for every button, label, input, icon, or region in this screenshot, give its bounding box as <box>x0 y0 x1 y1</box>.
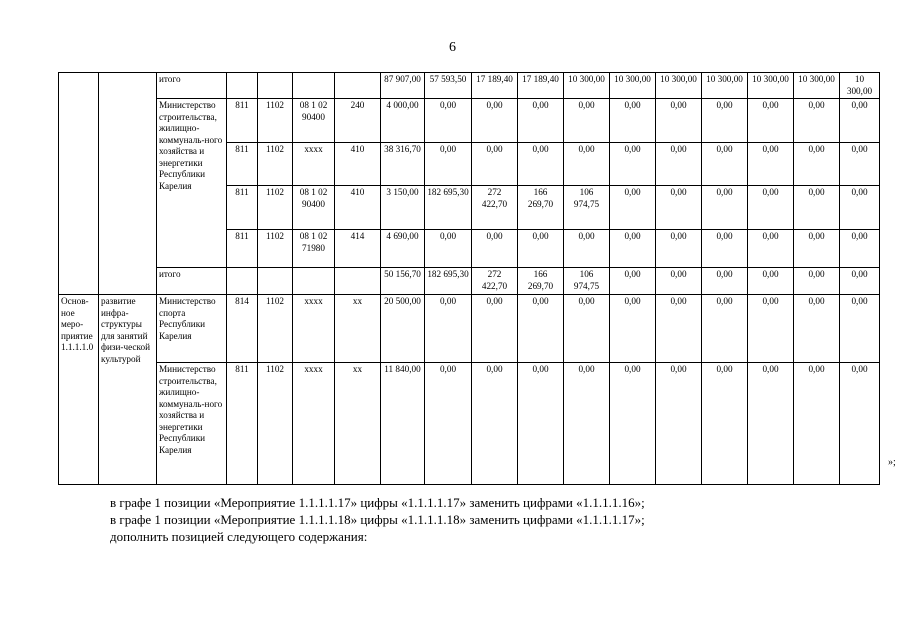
value-cell: 0,00 <box>794 99 840 143</box>
value-cell: 0,00 <box>748 99 794 143</box>
table-row <box>59 73 880 99</box>
value-cell: 38 316,70 <box>381 143 425 186</box>
value-cell: 166 269,70 <box>518 268 564 295</box>
vr-cell: хх <box>335 363 381 485</box>
value-cell: 0,00 <box>472 143 518 186</box>
page-number: 6 <box>449 40 456 55</box>
value-cell: 0,00 <box>425 143 472 186</box>
value-cell: 166 269,70 <box>518 186 564 230</box>
rz-cell: 1102 <box>258 186 293 230</box>
rz-cell: 1102 <box>258 143 293 186</box>
value-cell: 0,00 <box>518 99 564 143</box>
amendment-paragraph: дополнить позицией следующего содержания: <box>110 529 368 544</box>
value-cell: 0,00 <box>610 295 656 363</box>
amendment-text <box>110 494 645 545</box>
value-cell: 0,00 <box>748 295 794 363</box>
rz-cell: 1102 <box>258 363 293 485</box>
value-cell: 0,00 <box>794 143 840 186</box>
value-cell: 0,00 <box>794 268 840 295</box>
value-cell: 0,00 <box>425 230 472 268</box>
value-cell: 0,00 <box>840 230 880 268</box>
total-label: итого <box>157 73 227 99</box>
value-cell: 0,00 <box>518 143 564 186</box>
value-cell: 0,00 <box>610 186 656 230</box>
value-cell: 0,00 <box>840 143 880 186</box>
value-cell: 0,00 <box>702 295 748 363</box>
value-cell: 0,00 <box>472 99 518 143</box>
value-cell: 0,00 <box>425 363 472 485</box>
value-cell: 0,00 <box>840 99 880 143</box>
value-cell: 20 500,00 <box>381 295 425 363</box>
value-cell: 0,00 <box>794 363 840 485</box>
value-cell: 0,00 <box>656 186 702 230</box>
vr-cell: хх <box>335 295 381 363</box>
value-cell: 0,00 <box>610 143 656 186</box>
value-cell: 0,00 <box>748 230 794 268</box>
value-cell: 3 150,00 <box>381 186 425 230</box>
value-cell: 0,00 <box>518 230 564 268</box>
value-cell: 0,00 <box>840 295 880 363</box>
value-cell: 10 300,00 <box>840 73 880 99</box>
value-cell: 0,00 <box>656 268 702 295</box>
value-cell: 182 695,30 <box>425 186 472 230</box>
value-cell: 17 189,40 <box>518 73 564 99</box>
value-cell: 0,00 <box>702 268 748 295</box>
ministry-name: Министерство строительства, жилищно-коммуналь-ного хозяйства и энергетики Республики Карелия <box>157 363 227 485</box>
value-cell: 0,00 <box>564 99 610 143</box>
empty-cell <box>59 73 99 295</box>
table-row <box>59 295 880 363</box>
amendment-paragraph: в графе 1 позиции «Мероприятие 1.1.1.1.18» цифры «1.1.1.1.18» заменить цифрами «1.1.1.1.17»; <box>110 512 645 527</box>
value-cell: 0,00 <box>840 363 880 485</box>
value-cell: 0,00 <box>794 230 840 268</box>
value-cell: 10 300,00 <box>702 73 748 99</box>
value-cell: 106 974,75 <box>564 268 610 295</box>
value-cell: 0,00 <box>610 99 656 143</box>
grbs-cell: 814 <box>227 295 258 363</box>
value-cell: 0,00 <box>518 295 564 363</box>
value-cell: 10 300,00 <box>564 73 610 99</box>
value-cell: 0,00 <box>656 230 702 268</box>
csr-cell: хххх <box>293 295 335 363</box>
vr-cell: 410 <box>335 186 381 230</box>
csr-cell: 08 1 02 90400 <box>293 99 335 143</box>
ministry-name: Министерство строительства, жилищно-коммуналь-ного хозяйства и энергетики Республики Карелия <box>157 99 227 268</box>
value-cell: 57 593,50 <box>425 73 472 99</box>
rz-cell: 1102 <box>258 99 293 143</box>
value-cell: 0,00 <box>748 186 794 230</box>
value-cell: 0,00 <box>702 143 748 186</box>
value-cell: 272 422,70 <box>472 268 518 295</box>
value-cell: 182 695,30 <box>425 268 472 295</box>
value-cell: 0,00 <box>794 295 840 363</box>
value-cell: 0,00 <box>794 186 840 230</box>
value-cell: 0,00 <box>564 363 610 485</box>
value-cell: 0,00 <box>564 295 610 363</box>
value-cell: 4 000,00 <box>381 99 425 143</box>
value-cell: 272 422,70 <box>472 186 518 230</box>
rz-cell: 1102 <box>258 295 293 363</box>
grbs-cell: 811 <box>227 186 258 230</box>
value-cell: 0,00 <box>610 230 656 268</box>
value-cell: 50 156,70 <box>381 268 425 295</box>
event-label: Основ-ное меро-приятие 1.1.1.1.0 <box>59 295 99 485</box>
value-cell: 17 189,40 <box>472 73 518 99</box>
csr-cell: хххх <box>293 143 335 186</box>
value-cell: 0,00 <box>840 268 880 295</box>
event-name: развитие инфра-структуры для занятий физи-ческой культурой <box>99 295 157 485</box>
value-cell: 0,00 <box>748 268 794 295</box>
value-cell: 0,00 <box>656 143 702 186</box>
rz-cell: 1102 <box>258 230 293 268</box>
grbs-cell: 811 <box>227 230 258 268</box>
value-cell: 0,00 <box>702 99 748 143</box>
value-cell: 0,00 <box>564 143 610 186</box>
value-cell: 0,00 <box>748 363 794 485</box>
value-cell: 0,00 <box>425 295 472 363</box>
value-cell: 0,00 <box>702 363 748 485</box>
value-cell: 0,00 <box>656 295 702 363</box>
csr-cell: хххх <box>293 363 335 485</box>
table-row <box>59 268 880 295</box>
table-row <box>59 99 880 143</box>
value-cell: 0,00 <box>748 143 794 186</box>
value-cell: 10 300,00 <box>794 73 840 99</box>
ministry-name: Министерство спорта Республики Карелия <box>157 295 227 363</box>
grbs-cell: 811 <box>227 99 258 143</box>
csr-cell: 08 1 02 71980 <box>293 230 335 268</box>
value-cell: 10 300,00 <box>610 73 656 99</box>
vr-cell: 414 <box>335 230 381 268</box>
value-cell: 4 690,00 <box>381 230 425 268</box>
value-cell: 0,00 <box>472 363 518 485</box>
value-cell: 0,00 <box>564 230 610 268</box>
grbs-cell: 811 <box>227 143 258 186</box>
value-cell: 0,00 <box>610 363 656 485</box>
value-cell: 0,00 <box>702 186 748 230</box>
value-cell: 10 300,00 <box>656 73 702 99</box>
vr-cell: 410 <box>335 143 381 186</box>
value-cell: 10 300,00 <box>748 73 794 99</box>
value-cell: 0,00 <box>702 230 748 268</box>
value-cell: 0,00 <box>656 363 702 485</box>
value-cell: 87 907,00 <box>381 73 425 99</box>
value-cell: 0,00 <box>425 99 472 143</box>
budget-table <box>58 72 880 485</box>
value-cell: 106 974,75 <box>564 186 610 230</box>
grbs-cell: 811 <box>227 363 258 485</box>
value-cell: 0,00 <box>656 99 702 143</box>
value-cell: 11 840,00 <box>381 363 425 485</box>
value-cell: 0,00 <box>472 295 518 363</box>
closing-quote-mark: »; <box>888 457 896 468</box>
value-cell: 0,00 <box>518 363 564 485</box>
amendment-paragraph: в графе 1 позиции «Мероприятие 1.1.1.1.17» цифры «1.1.1.1.17» заменить цифрами «1.1.1.1.16»; <box>110 495 645 510</box>
table-row <box>59 363 880 485</box>
value-cell: 0,00 <box>840 186 880 230</box>
csr-cell: 08 1 02 90400 <box>293 186 335 230</box>
value-cell: 0,00 <box>472 230 518 268</box>
empty-cell <box>99 73 157 295</box>
value-cell: 0,00 <box>610 268 656 295</box>
vr-cell: 240 <box>335 99 381 143</box>
total-label: итого <box>157 268 227 295</box>
